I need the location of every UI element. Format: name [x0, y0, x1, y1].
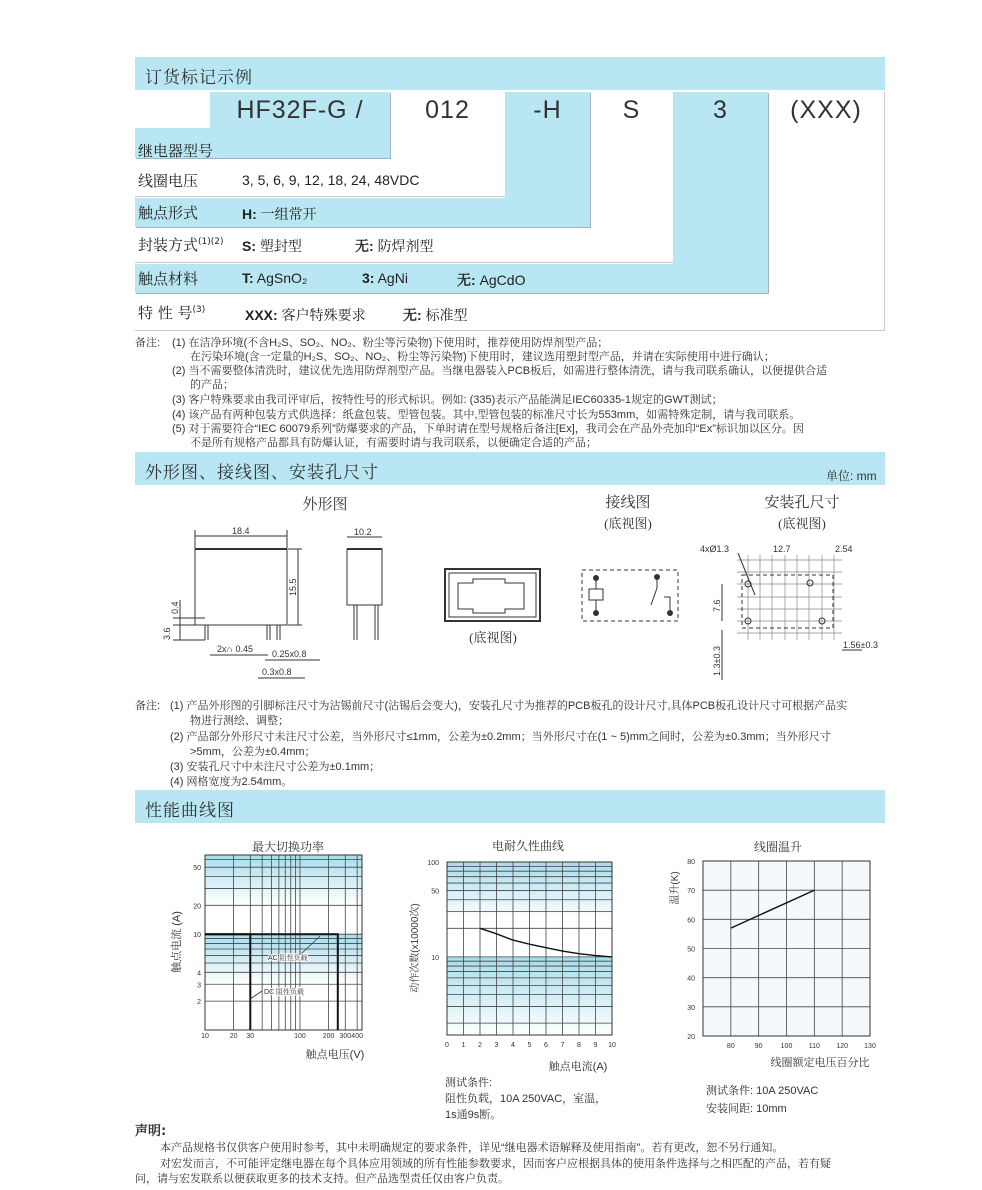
chart3-xtick-label: 80: [726, 1043, 735, 1050]
chart3-xtick-label: 110: [808, 1043, 820, 1050]
chart2-xtick-label: 9: [593, 1042, 598, 1049]
chart3-condition: 测试条件: 10A 250VAC: [706, 1085, 819, 1097]
code-contact-material: 3: [713, 96, 728, 124]
chart2-xtick-label: 8: [577, 1042, 581, 1049]
dim-depth: 10.2: [354, 527, 372, 537]
chart2-condition: 测试条件:: [445, 1077, 493, 1089]
row-contact-material: [135, 264, 768, 293]
chart3-xtick-label: 130: [864, 1043, 876, 1050]
chart1-shade: [205, 855, 362, 905]
option-value: 客户特殊要求: [281, 307, 366, 323]
wiring-diagram: [582, 570, 678, 621]
chart1-xtick-label: 200: [322, 1033, 335, 1040]
chart1-ytick-label: 10: [193, 932, 201, 940]
note-line: (2) 当不需要整体清洗时，建议优先选用防焊剂型产品。当继电器装入PCB板后，如需进行整体清洗，请与我司联系确认，以便提供合适: [172, 365, 828, 377]
chart1-xtick-label: 20: [229, 1033, 238, 1040]
note-line: 物进行测绘、调整；: [190, 715, 289, 727]
chart2-xtick-label: 4: [511, 1042, 515, 1049]
note-line: (2) 产品部分外形尺寸未注尺寸公差，当外形尺寸≤1mm，公差为±0.2mm；当外形尺寸在(1 ~ 5)mm之间时，公差为±0.3mm；当外形尺寸: [170, 731, 831, 743]
footnote-ref: (1)(2): [198, 237, 224, 247]
chart2-xtick-label: 10: [608, 1042, 616, 1049]
chart3-xtick-label: 120: [836, 1043, 849, 1050]
row-option: [403, 305, 468, 325]
note-line: (5) 对于需要符合“IEC 60079系列”防爆要求的产品，下单时请在型号规格后备注[Ex]，我司会在产品外壳加印“Ex”标识加以区分。因: [172, 423, 804, 435]
dimension-drawings: [130, 525, 890, 685]
performance-charts: [0, 830, 982, 1125]
option-key: T:: [242, 270, 254, 286]
row-label: 触点形式: [138, 204, 199, 222]
chart2-xtick-label: 2: [478, 1042, 482, 1049]
table-border: [135, 262, 673, 263]
dim-1-56: 1.56±0.3: [843, 640, 878, 650]
dim-3-6: 3.6: [162, 627, 172, 640]
option-value: 塑封型: [259, 238, 302, 254]
chart3-xlabel: 线圈额定电压百分比: [770, 1057, 870, 1069]
code-special: (XXX): [790, 96, 862, 124]
chart2-ytick-label: 100: [427, 860, 439, 867]
option-value: 标准型: [425, 307, 468, 323]
wiring-title: 接线图: [605, 493, 651, 511]
dimensions-title: 外形图、接线图、安装孔尺寸: [145, 463, 379, 483]
code-model: HF32F-G /: [236, 96, 364, 124]
ordering-header: [135, 57, 885, 90]
row-label: [138, 234, 224, 255]
mounting-holes: [722, 553, 862, 680]
table-border: [135, 196, 505, 197]
label-text: 封装方式: [138, 236, 199, 254]
mounting-subtitle: (底视图): [778, 516, 826, 531]
chart2-condition: 阻性负载，10A 250VAC，室温，: [445, 1093, 607, 1105]
option-key: 无:: [403, 307, 422, 323]
dim-7-6: 7.6: [712, 599, 722, 612]
chart2-xtick-label: 1: [461, 1042, 466, 1049]
declaration-line: 问，请与宏发联系以便获取更多的技术支持。但产品选型责任仅由客户负责。: [135, 1173, 509, 1185]
chart1-annotation-dc: DC 阻性负载: [264, 989, 305, 996]
row-label: 继电器型号: [138, 142, 214, 160]
row-label: [138, 302, 205, 323]
row-option: [242, 204, 317, 224]
option-key: 无:: [457, 272, 476, 288]
bottom-view-label: (底视图): [469, 630, 517, 645]
wiring-subtitle: (底视图): [604, 516, 652, 531]
option-key: S:: [242, 238, 256, 254]
dim-holes: 4xØ1.3: [700, 544, 730, 554]
chart1-xtick-label: 300: [339, 1033, 352, 1040]
dim-12-7: 12.7: [773, 544, 791, 554]
bottom-view: [445, 569, 540, 621]
dim-pin-a: 2x∩ 0.45: [217, 644, 253, 654]
notes-prefix: 备注:: [135, 700, 161, 712]
chart2-xlabel: 触点电流(A): [548, 1061, 608, 1073]
chart2-xtick-label: 3: [494, 1042, 499, 1049]
option-key: 3:: [362, 270, 375, 286]
mounting-title: 安装孔尺寸: [764, 493, 840, 511]
option-value: AgSnO₂: [256, 270, 308, 286]
table-border: [884, 92, 885, 330]
dim-width: 18.4: [232, 526, 250, 536]
chart1-xtick-label: 400: [351, 1033, 363, 1040]
row-label: 线圈电压: [138, 172, 199, 190]
dim-pin-c: 0.3x0.8: [262, 667, 292, 677]
performance-title: 性能曲线图: [145, 801, 235, 821]
row-option: [457, 270, 525, 290]
chart3-xtick-label: 90: [754, 1043, 763, 1050]
chart1-annotation-ac: AC 阻性负载: [268, 955, 308, 962]
note-line: (1) 产品外形图的引脚标注尺寸为沾锡前尺寸(沾锡后会变大)，安装孔尺寸为推荐的PCB板孔的设计尺寸,具体PCB板孔设计尺寸可根据产品实: [170, 700, 848, 712]
chart3-ytick-label: 80: [687, 859, 695, 866]
option-key: XXX:: [245, 307, 278, 323]
declaration-line: 本产品规格书仅供客户使用时参考，其中未明确规定的要求条件，详见“继电器术语解释及使用指南”。若有更改，恕不另行通知。: [160, 1142, 784, 1154]
option-value: 防焊剂型: [377, 238, 434, 254]
row-option: [242, 270, 307, 286]
declaration-title: 声明:: [135, 1124, 167, 1139]
side-view: [347, 537, 382, 640]
chart1-xtick-label: 10: [201, 1033, 209, 1040]
note-line: 的产品；: [190, 379, 234, 391]
code-contact-form: -H: [533, 96, 562, 124]
chart1-ytick-label: 2: [197, 999, 201, 1007]
chart2-condition: 1s通9s断。: [445, 1109, 502, 1121]
option-key: H:: [242, 206, 257, 222]
note-line: (1) 在洁净环境(不含H₂S、SO₂、NO₂、粉尘等污染物)下使用时，推荐使用防焊剂型产品；: [172, 337, 609, 349]
chart3-ytick-label: 60: [687, 917, 695, 925]
option-key: 无:: [355, 238, 374, 254]
dim-height: 15.5: [288, 578, 298, 596]
chart2-xtick-label: 6: [544, 1042, 548, 1049]
chart1-ytick-label: 3: [197, 982, 201, 990]
row-label: 触点材料: [138, 270, 199, 288]
dim-0-4: 0.4: [170, 601, 180, 614]
footnote-ref: (3): [192, 305, 206, 315]
code-coil-voltage: 012: [425, 96, 470, 124]
chart1-ytick-label: 4: [197, 970, 201, 978]
chart2-ytick-label: 10: [431, 954, 439, 962]
chart3-ytick-label: 20: [687, 1034, 695, 1041]
chart1-ylabel: 触点电流 (A): [171, 911, 183, 973]
table-border: [135, 330, 885, 331]
note-line: (3) 客户特殊要求由我司评审后，按特性号的形式标识。例如: (335)表示产品能满足IEC60335-1规定的GWT测试；: [172, 394, 723, 406]
dim-pin-b: 0.25x0.8: [272, 649, 307, 659]
chart3-ylabel: 温升(K): [670, 871, 681, 905]
chart3-title: 线圈温升: [753, 840, 803, 854]
note-line: 不是所有规格产品都具有防爆认证，有需要时请与我司联系，以便确定合适的产品；: [190, 437, 597, 449]
note-line: 在污染环境(含一定量的H₂S、SO₂、NO₂、粉尘等污染物)下使用时，建议选用塑封型产品，并请在实际使用中进行确认；: [190, 351, 775, 363]
outline-title: 外形图: [302, 495, 348, 513]
row-option: [245, 305, 366, 325]
option-value: 一组常开: [260, 206, 317, 222]
chart1-title: 最大切换功率: [251, 840, 325, 854]
chart1-ytick-label: 50: [193, 865, 201, 873]
ordering-title: 订货标记示例: [145, 68, 253, 88]
option-value: AgCdO: [479, 272, 526, 288]
chart2-ylabel: 动作次数(x10000次): [410, 903, 421, 993]
chart2-title: 电耐久性曲线: [491, 839, 565, 853]
dim-1-3: 1.3±0.3: [712, 646, 722, 676]
note-line: (4) 该产品有两种包装方式供选择：纸盒包装、型管包装。其中,型管包装的标准尺寸长为553mm，如需特殊定制，请与我司联系。: [172, 409, 801, 421]
dim-2-54: 2.54: [835, 544, 853, 554]
code-enclosure: S: [622, 96, 641, 124]
row-contact-form: [135, 198, 590, 227]
row-option: [355, 236, 434, 256]
unit-label: 单位: mm: [826, 469, 877, 483]
row-option: [242, 236, 302, 256]
chart3-ytick-label: 30: [687, 1004, 695, 1012]
declaration-line: 对宏发而言，不可能评定继电器在每个具体应用领域的所有性能参数要求，因而客户应根据具体的使用条件选择与之相匹配的产品，若有疑: [160, 1158, 831, 1170]
option-value: AgNi: [377, 270, 408, 286]
label-text: 特 性 号: [138, 304, 193, 322]
chart2-ytick-label: 50: [431, 888, 439, 896]
chart3-xtick-label: 100: [780, 1043, 793, 1050]
chart3-ytick-label: 70: [687, 888, 695, 896]
chart3-ytick-label: 50: [687, 946, 695, 954]
performance-header: [135, 790, 885, 823]
chart2-xtick-label: 5: [527, 1042, 532, 1049]
chart1-xtick-label: 30: [246, 1033, 255, 1040]
note-line: (3) 安装孔尺寸中未注尺寸公差为±0.1mm；: [170, 761, 381, 773]
chart1-xlabel: 触点电压(V): [305, 1049, 365, 1061]
dimensions-header: [135, 452, 885, 485]
chart3-ytick-label: 40: [687, 975, 695, 983]
note-line: (4) 网格宽度为2.54mm。: [170, 776, 293, 788]
coil-voltage-values: 3, 5, 6, 9, 12, 18, 24, 48VDC: [242, 172, 420, 188]
chart1-xtick-label: 100: [294, 1033, 306, 1040]
chart2-xtick-label: 7: [560, 1042, 565, 1049]
chart3-condition: 安装间距: 10mm: [706, 1103, 787, 1115]
row-option: [362, 270, 408, 286]
chart1-ytick-label: 20: [193, 903, 201, 911]
chart2-xtick-label: 0: [445, 1042, 449, 1049]
note-line: >5mm，公差为±0.4mm；: [190, 746, 316, 758]
notes-prefix: 备注:: [135, 337, 161, 349]
